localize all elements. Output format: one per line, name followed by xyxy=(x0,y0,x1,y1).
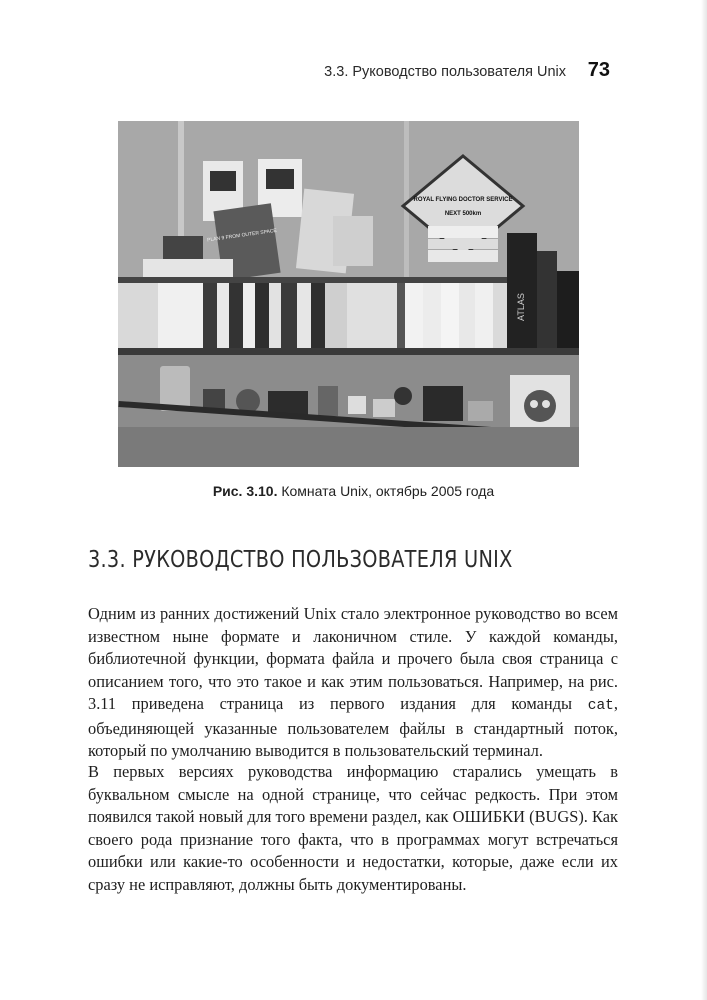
sign-subtext: NEXT 500km xyxy=(444,211,482,217)
book-cover-title: PLAN 9 FROM OUTER SPACE xyxy=(206,227,278,244)
atlas-spine: ATLAS xyxy=(516,293,526,321)
caption-text: Комната Unix, октябрь 2005 года xyxy=(277,483,495,499)
photo-illustration xyxy=(118,121,579,467)
paragraph-2: В первых версиях руководства информацию старались умещать в буквальном смысле на одной странице, что сейчас редкость. При этом появился такой новый для того времени раздел, как ОШИБКИ (BUGS). Как своего рода признание того факта, что в программах могут встречаться ошибки или какие-то особенности и недостатки, которые, даже если их сразу не исправляют, должны быть документированы. xyxy=(88,762,618,894)
caption-label: Рис. 3.10. xyxy=(212,483,278,499)
sign-text: ROYAL FLYING DOCTOR SERVICE xyxy=(413,197,513,203)
inline-code-cat: cat xyxy=(587,698,614,714)
paragraph-1-text-end: , объединяющей указанные пользователем файлы в стандартный поток, который по умолчанию выводится в пользовательский терминал. xyxy=(88,694,618,760)
figure-caption xyxy=(0,483,707,499)
page-number: 73 xyxy=(587,59,610,81)
page-edge-shadow xyxy=(701,0,707,1000)
unix-room-photo xyxy=(118,121,579,467)
running-header: 3.3. Руководство пользователя Unix xyxy=(324,64,566,80)
paragraph-1-text: Одним из ранних достижений Unix стало электронное руководство во всем известном ныне формате и лаконичном стиле. У каждой команды, библиотечной функции, формата файла и прочего была своя страница с описанием того, что это такое и как этим пользоваться. Например, на рис. 3.11 приведена страница из первого издания для команды xyxy=(88,604,618,713)
section-title: 3.3. РУКОВОДСТВО ПОЛЬЗОВАТЕЛЯ UNIX xyxy=(88,547,513,573)
paragraph-1 xyxy=(88,603,618,763)
